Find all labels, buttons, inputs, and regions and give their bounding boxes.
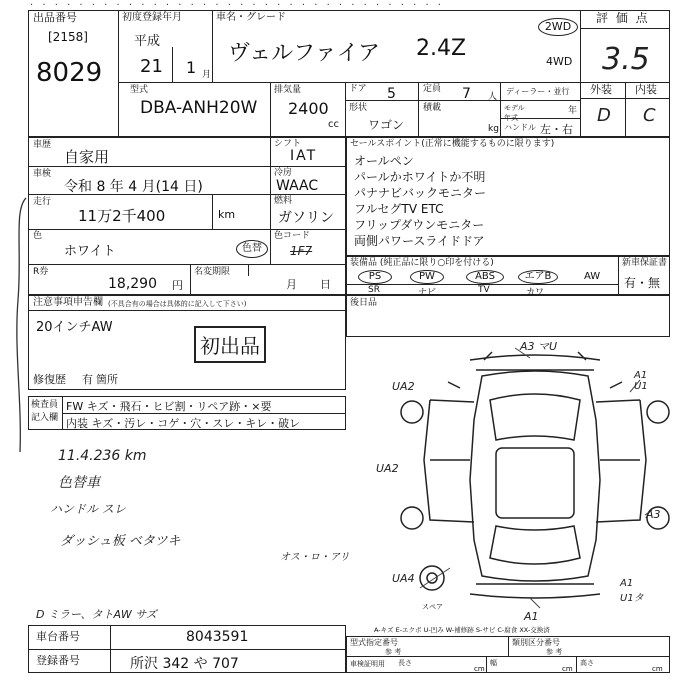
lot-sub: [2158] — [48, 30, 88, 44]
spare-label: スペア — [422, 603, 443, 611]
type-label: 型式指定番号 — [350, 638, 398, 647]
mark-bottom-right: A1 U1タ — [620, 578, 644, 604]
tax-day: 日 — [320, 278, 331, 291]
drive-4wd: 4WD — [546, 55, 573, 68]
ac: WAAC — [276, 178, 319, 194]
displacement: 2400 — [288, 99, 329, 118]
width-cm: cm — [562, 665, 573, 673]
dealer-label: ディーラー・並行 — [506, 87, 570, 96]
mark-left-upper: UA2 — [392, 380, 415, 393]
equip-sr: SR — [368, 285, 380, 295]
height-label: 高さ — [580, 659, 594, 667]
inspector-label-2: 記入欄 — [31, 413, 59, 423]
grade: 2.4Z — [416, 36, 467, 61]
doors: 5 — [387, 86, 396, 102]
load-label: 積載 — [423, 103, 442, 113]
fuel: ガソリン — [278, 210, 334, 226]
mark-left-mid: UA2 — [376, 462, 399, 475]
height-cm: cm — [652, 665, 663, 673]
equip-navi: ナビ — [418, 288, 437, 298]
capacity: 7 — [462, 86, 471, 102]
mileage: 11万2千400 — [78, 207, 166, 225]
chassis: 8043591 — [186, 629, 249, 645]
shape: ワゴン — [368, 118, 405, 132]
inspector-label-1: 検査員 — [31, 400, 59, 410]
color-code: 1F7 — [290, 244, 313, 258]
mileage-label: 走行 — [33, 197, 52, 207]
notes-title-note: (不具合有の場合は具体的に記入して下さい) — [108, 300, 247, 308]
reg-no-label: 登録番号 — [36, 654, 80, 667]
damage-legend: A-キズ E-エクボ U-凹み W-補修跡 S-サビ C-腐食 XX-交換済 — [374, 626, 550, 634]
score-label: 評 価 点 — [596, 11, 650, 25]
selling-point-item: オールペン — [354, 154, 414, 168]
cc-unit: cc — [328, 119, 339, 130]
equip-leather: カワ — [526, 288, 545, 298]
selling-point-item: フリップダウンモニター — [354, 218, 485, 232]
equip-ps: PS — [358, 270, 392, 284]
drive-2wd: 2WD — [538, 18, 578, 36]
inspector-row-2: 内装 キズ・汚レ・コゲ・穴・スレ・キレ・破レ — [66, 417, 301, 430]
inspector-row-1: FW キズ・飛石・ヒビ割・リペア跡・×要 — [66, 400, 272, 413]
doors-label: ドア — [349, 84, 367, 94]
capacity-label: 定員 — [423, 84, 442, 94]
handwritten-6: D ミラー、タトAW サズ — [36, 608, 157, 621]
equip-tv: TV — [478, 285, 490, 295]
mark-bottom: A1 — [524, 610, 539, 623]
tax-label: 名変期限 — [194, 267, 231, 277]
history: 自家用 — [64, 148, 110, 166]
reg-month: 1 — [186, 58, 197, 77]
color-change: 色替 — [236, 240, 268, 258]
exterior-label: 外装 — [590, 83, 612, 96]
car-name: ヴェルファイア — [228, 41, 381, 66]
shape-label: 形状 — [349, 103, 368, 113]
margin-bracket — [8, 190, 38, 460]
equip-airbag: エアB — [518, 270, 558, 284]
recycle: 18,290 — [108, 276, 157, 292]
recycle-label: R券 — [33, 267, 49, 277]
mark-right-upper: A1 U1 — [634, 370, 648, 392]
interior-score: C — [643, 105, 656, 126]
fuel-label: 燃料 — [274, 196, 293, 206]
year-unit: 年 — [568, 106, 578, 116]
class-ref: 参 考 — [546, 648, 563, 656]
handwritten-3: ハンドル スレ — [50, 502, 126, 516]
selling-point-item: パールかホワイトか不明 — [354, 170, 486, 184]
tax-month: 月 — [286, 278, 297, 291]
repair-part: 箇所 — [96, 373, 118, 386]
reg-label: 初度登録年月 — [122, 12, 182, 23]
mark-bottom-left: UA4 — [392, 572, 415, 585]
score-value: 3.5 — [602, 42, 650, 77]
selling-point-item: パナナビバックモニター — [354, 186, 487, 200]
lot-no: 8029 — [36, 58, 103, 88]
equip-aw: AW — [584, 271, 601, 282]
notes-body: 20インチAW — [36, 320, 113, 335]
handwritten-5: オス・ロ・アリ — [280, 552, 350, 563]
color-code-label: 色コード — [274, 231, 311, 241]
cert-label: 車検証明用 — [350, 660, 385, 668]
equipment-title: 装備品 (純正品に限り○印を付ける) — [350, 258, 494, 268]
notes-title: 注意事項申告欄 — [33, 297, 103, 308]
mark-top: A3 マU — [520, 340, 558, 353]
inspection-label: 車検 — [33, 169, 52, 179]
first-listing-stamp: 初出品 — [194, 326, 266, 363]
color-label: 色 — [33, 231, 43, 241]
selling-points-list — [354, 153, 486, 249]
handwritten-2: 色替車 — [58, 475, 100, 491]
month-unit: 月 — [202, 70, 212, 80]
equip-abs: ABS — [466, 270, 504, 284]
reg-year: 21 — [140, 56, 163, 77]
length-label: 長さ — [398, 659, 412, 667]
model: DBA-ANH20W — [140, 98, 258, 118]
model-label: 型式 — [130, 85, 149, 95]
top-dots: · · · · · · · · · · · · · · · · · · · · · · · · · · · · · · · · · · — [30, 0, 444, 11]
person-unit: 人 — [488, 92, 498, 102]
repair-value: 有 — [82, 373, 93, 386]
width-label: 幅 — [490, 659, 497, 667]
type-ref: 参 考 — [385, 648, 402, 656]
handwritten-4: ダッシュ板 ベタツキ — [60, 534, 181, 549]
class-label: 類別区分番号 — [512, 638, 560, 647]
selling-point-item: 両側パワースライドドア — [354, 234, 485, 248]
rear-items-box — [346, 295, 670, 337]
inspection: 令和 8 年 4 月(14 日) — [64, 179, 203, 195]
kg-unit: kg — [488, 124, 499, 134]
model-year-label: モデル年式 — [504, 104, 525, 122]
history-label: 車歴 — [33, 140, 52, 150]
exterior-score: D — [597, 105, 611, 126]
reg-no: 所沢 342 や 707 — [130, 656, 239, 672]
mark-right-mid: A3 — [646, 508, 661, 521]
displacement-label: 排気量 — [274, 85, 302, 95]
new-warranty-label: 新車保証書 — [622, 258, 668, 268]
car-name-label: 車名・グレード — [216, 12, 286, 23]
selling-points-title: セールスポイント(正常に機能するものに限ります) — [350, 139, 555, 149]
interior-label: 内装 — [635, 83, 657, 96]
km-unit: km — [218, 208, 236, 221]
shift-label: シフト — [274, 139, 302, 149]
shift: IAT — [290, 148, 318, 164]
color: ホワイト — [64, 244, 116, 259]
yen-unit: 円 — [172, 279, 183, 292]
ac-label: 冷房 — [274, 168, 293, 178]
handle: 左・右 — [540, 123, 573, 136]
lot-no-label: 出品番号 — [33, 11, 77, 24]
selling-point-item: フルセグTV ETC — [354, 202, 444, 216]
era: 平成 — [134, 34, 161, 49]
repair-label: 修復歴 — [33, 373, 66, 386]
chassis-label: 車台番号 — [36, 630, 80, 643]
handle-label: ハンドル — [504, 123, 536, 132]
rear-items-label: 後日品 — [350, 298, 378, 308]
handwritten-1: 11.4.236 km — [58, 448, 147, 464]
equip-pw: PW — [410, 270, 444, 284]
length-cm: cm — [474, 665, 485, 673]
new-warranty: 有・無 — [624, 276, 661, 290]
